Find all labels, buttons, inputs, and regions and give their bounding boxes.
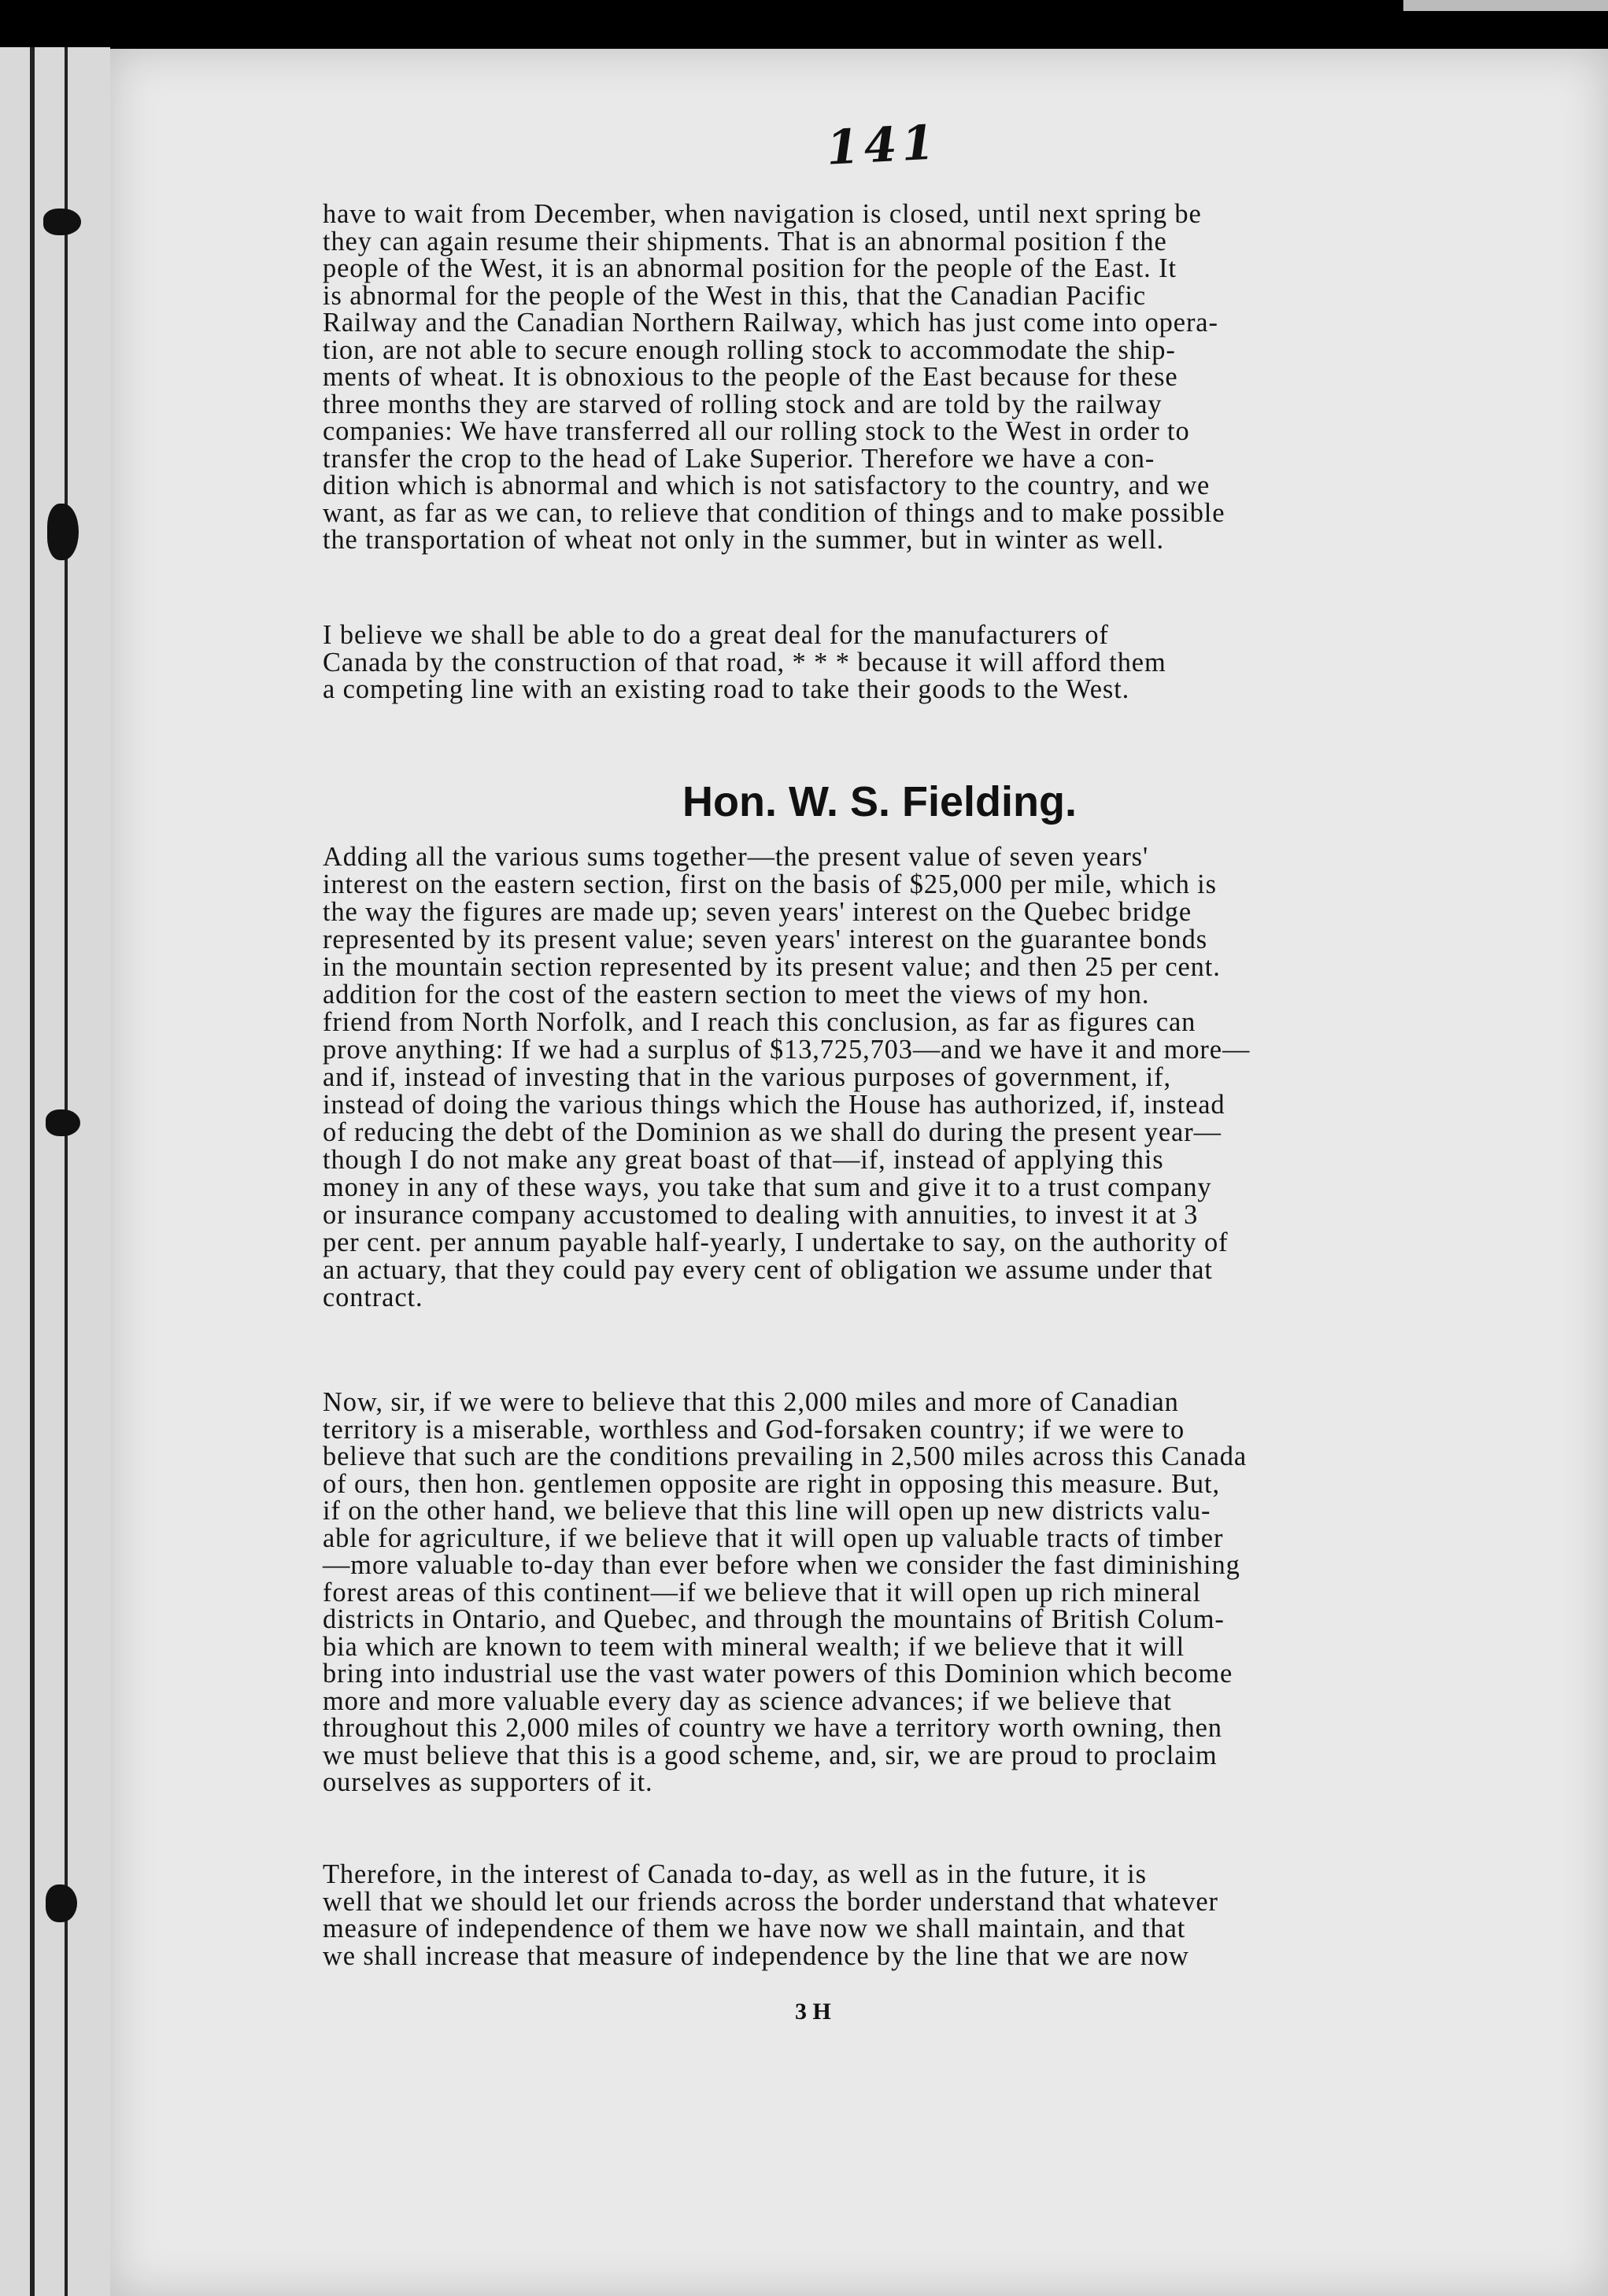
binding-hole — [46, 1109, 80, 1136]
scan-edge — [1403, 0, 1608, 11]
binding-strip — [0, 47, 110, 2296]
paragraph-1: have to wait from December, when navigation is closed, until next spring be they can again resume their shipments. That is an abnormal position f the people of the West, it is an abnormal position for the people of the East. It is abnormal for the people of the West in this, that the Canadian Pacific Railway and the Canadian Northern Railway, which has just come into opera- tion, are not able to secure enough rolling stock to accommodate the ship- ments of wheat. It is obnoxious to the people of the East because for these three months they are starved of rolling stock and are told by the railway companies: We have transferred all our rolling stock to the West in order to transfer the crop to the head of Lake Superior. Therefore we have a con- dition which is abnormal and which is not satisfactory to the country, and we want, as far as we can, to relieve that condition of things and to make possible the transportation of wheat not only in the summer, but in winter as well. — [323, 199, 1225, 555]
binding-line — [30, 47, 35, 2296]
binding-hole — [47, 504, 79, 560]
speaker-heading: Hon. W. S. Fielding. — [682, 778, 1077, 825]
paragraph-3: Adding all the various sums together—the present value of seven years' interest on the eastern section, first on the basis of $25,000 per mile, which is the way the figures are made up; seven years' interest on the Quebec bridge represented by its present value; seven years' interest on the guarantee bonds in the mountain section represented by its present value; and then 25 per cent. addition for the cost of the eastern section to meet the views of my hon. friend from North Norfolk, and I reach this conclusion, as far as figures can prove anything: If we had a surplus of $13,725,703—and we have it and more— and if, instead of investing that in the various purposes of government, if, instead of doing the various things which the House has authorized, if, instead of reducing the debt of the Dominion as we shall do during the present year— though I do not make any great boast of that—if, instead of applying this money in any of these ways, you take that sum and give it to a trust company or insurance company accustomed to dealing with annuities, to invest it at 3 per cent. per annum payable half-yearly, I undertake to say, on the authority of an actuary, that they could pay every cent of obligation we assume under that contract. — [323, 842, 1251, 1312]
page-number: 141 — [825, 115, 941, 176]
binding-line — [65, 47, 68, 2296]
paragraph-5: Therefore, in the interest of Canada to-day, as well as in the future, it is well that we should let our friends across the border understand that whatever measure of independence of them we have now we shall maintain, and that we shall increase that measure of independence by the line that we are now — [323, 1859, 1218, 1971]
binding-hole — [46, 1884, 77, 1922]
signature-mark: 3 H — [795, 1999, 831, 2025]
paragraph-4: Now, sir, if we were to believe that this 2,000 miles and more of Canadian territory is a miserable, worthless and God-forsaken country; if we were to believe that such are the conditions prevailing in 2,500 miles across this Canada of ours, then hon. gentlemen opposite are right in opposing this measure. But, if on the other hand, we believe that this line will open up new districts valu- able for agriculture, if we believe that it will open up valuable tracts of timber —more valuable to-day than ever before when we consider the fast diminishing forest areas of this continent—if we believe that it will open up rich mineral districts in Ontario, and Quebec, and through the mountains of British Colum- bia which are known to teem with mineral wealth; if we believe that it will bring into industrial use the vast water powers of this Dominion which become more and more valuable every day as science advances; if we believe that throughout this 2,000 miles of country we have a territory worth owning, then we must believe that this is a good scheme, and, sir, we are proud to proclaim ourselves as supporters of it. — [323, 1387, 1248, 1797]
binding-hole — [43, 209, 81, 235]
paragraph-2: I believe we shall be able to do a great deal for the manufacturers of Canada by the construction of that road, * * * because it will afford them a competing line with an existing road to take their goods to the West. — [323, 620, 1166, 704]
